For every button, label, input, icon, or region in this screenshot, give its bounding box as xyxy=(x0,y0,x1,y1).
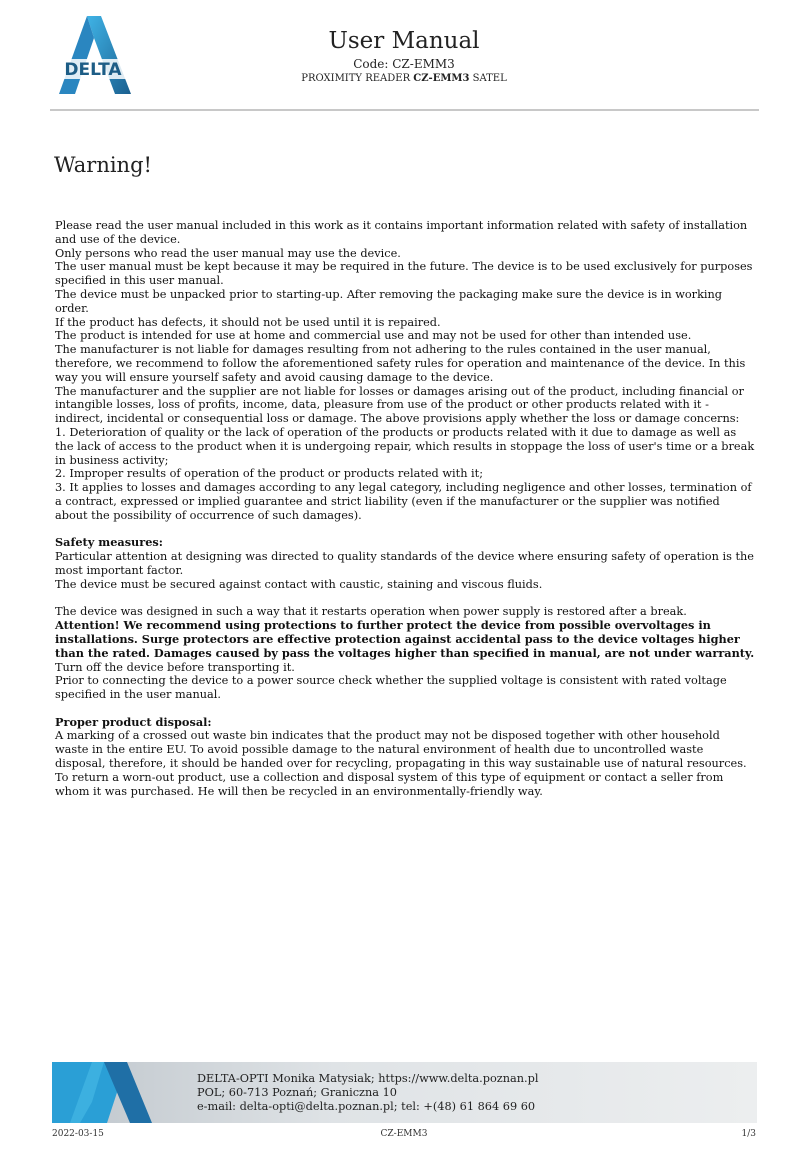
safety-heading: Safety measures: xyxy=(55,535,163,550)
document-header xyxy=(0,28,808,85)
paragraph: The product is intended for use at home and commercial use and may not be used for other than intended use. xyxy=(55,329,692,343)
footer-company: DELTA-OPTI Monika Matysiak; https://www.delta.poznan.pl xyxy=(197,1072,539,1085)
list-item: 2. Improper results of operation of the product or products related with it; xyxy=(55,467,484,481)
footer-logo-graphic xyxy=(52,1062,152,1123)
disposal-heading: Proper product disposal: xyxy=(55,714,212,729)
paragraph: Prior to connecting the device to a power source check whether the supplied voltage is consistent with rated voltage specified in the user manual. xyxy=(55,674,727,702)
attention-paragraph: Attention! We recommend using protections to further protect the device from possible overvoltages in installations. Surge protectors are effective protection against accidental pass to the device voltages higher than the rated. Damages caused by pass the voltages higher than specified in manual, are not under warranty. xyxy=(55,618,755,660)
paragraph: A marking of a crossed out waste bin indicates that the product may not be disposed together with other household waste in the entire EU. To avoid possible damage to the natural environment of health due to uncontrolled waste disposal, therefore, it should be handed over for recycling, propagating in this way sustainable use of natural resources. xyxy=(55,729,747,771)
product-code: CZ-EMM3 xyxy=(413,73,470,84)
paragraph: Turn off the device before transporting it. xyxy=(55,660,295,674)
footer-contact xyxy=(197,1072,538,1114)
footer-email-phone: e-mail: delta-opti@delta.poznan.pl; tel: +(48) 61 864 69 60 xyxy=(197,1100,536,1113)
paragraph: The device was designed in such a way that it restarts operation when power supply is restored after a break. xyxy=(55,605,687,619)
product-line xyxy=(0,72,808,85)
paragraph: If the product has defects, it should not be used until it is repaired. xyxy=(55,315,441,329)
product-suffix: SATEL xyxy=(469,73,507,84)
logo-text: DELTA xyxy=(64,60,122,80)
paragraph: The device must be unpacked prior to starting-up. After removing the packaging make sure the device is in working order. xyxy=(55,287,723,315)
document-title: User Manual xyxy=(328,28,480,54)
header-divider xyxy=(50,109,759,111)
paragraph: The manufacturer is not liable for damages resulting from not adhering to the rules contained in the user manual, therefore, we recommend to follow the aforementioned safety rules for operation and maintenance of the device. In this way you will ensure yourself safety and avoid causing damage to the device. xyxy=(55,343,746,384)
paragraph: The manufacturer and the supplier are not liable for losses or damages arising out of the product, including financial or intangible losses, loss of profits, income, data, pleasure from use of the product or other products related with it - indirect, incidental or consequential loss or damage. The above provisions apply whether the loss or damage concerns: xyxy=(55,384,744,426)
warning-heading: Warning! xyxy=(54,153,152,177)
paragraph: Please read the user manual included in this work as it contains important information related with safety of installation and use of the device. xyxy=(55,219,748,246)
list-item: 3. It applies to losses and damages according to any legal category, including negligence and other losses, termination of a contract, expressed or implied guarantee and strict liability (even if the manufacturer or the supplier was notified about the possibility of occurrence of such damages). xyxy=(55,481,752,522)
page-number: 1/3 xyxy=(741,1129,756,1139)
paragraph: The device must be secured against contact with caustic, staining and viscous fluids. xyxy=(55,577,543,591)
product-prefix: PROXIMITY READER xyxy=(301,73,414,84)
paragraph: To return a worn-out product, use a collection and disposal system of this type of equipment or contact a seller from whom it was purchased. He will then be recycled in an environmentally-friendly way. xyxy=(55,770,724,798)
footer-address: POL; 60-713 Poznań; Graniczna 10 xyxy=(197,1086,397,1099)
warning-content xyxy=(55,219,755,798)
list-item: 1. Deterioration of quality or the lack of operation of the products or products related with it due to damage as well as the lack of access to the product when it is undergoing repair, which results in stoppage the loss of user's time or a break in business activity; xyxy=(55,425,755,467)
footer-code: CZ-EMM3 xyxy=(380,1129,428,1139)
paragraph: The user manual must be kept because it may be required in the future. The device is to be used exclusively for purposes specified in this user manual. xyxy=(55,260,753,288)
paragraph: Particular attention at designing was directed to quality standards of the device where ensuring safety of operation is the most important factor. xyxy=(55,550,754,577)
document-code: Code: CZ-EMM3 xyxy=(353,57,455,71)
footer-date: 2022-03-15 xyxy=(52,1129,104,1139)
paragraph: Only persons who read the user manual may use the device. xyxy=(55,246,401,260)
